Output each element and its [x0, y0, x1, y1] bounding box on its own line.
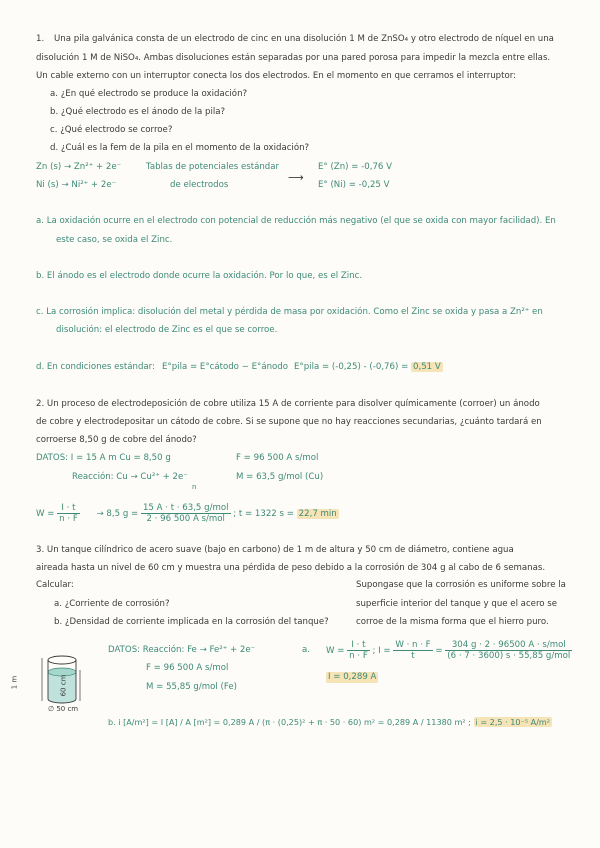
p1-intro-3: Un cable externo con un interruptor conecta los dos electrodos. En el momento en que cerramos el interruptor:	[36, 71, 517, 81]
p2-w-num: I · t	[57, 503, 80, 514]
p3-b-text: b. i [A/m²] = I [A] / A [m²] = 0,289 A / (π · (0,25)² + π · 50 · 60) m² = 0,289 A / 11380 m² ;	[108, 717, 471, 727]
p3-dim-diam: ∅ 50 cm	[48, 705, 79, 713]
p3-dim-level: 60 cm	[59, 674, 68, 697]
p2-w-t: ; t = 1322 s =	[233, 509, 294, 519]
p3-a-den: n · F	[349, 651, 368, 661]
p3-dim-height: 1 m	[10, 675, 19, 690]
p1-reaction-zn: Zn (s) → Zn²⁺ + 2e⁻	[36, 162, 122, 172]
p1-number: 1.	[36, 34, 45, 44]
p3-b-line	[108, 717, 552, 728]
p2-w-fraction2	[141, 503, 231, 524]
p2-w-num2: 15 A · t · 63,5 g/mol	[142, 503, 229, 513]
p2-reaction	[72, 472, 188, 483]
p2-w-fraction	[57, 503, 80, 524]
p1-answer-c-2: disolución: el electrodo de Zinc es el que se corroe.	[56, 325, 278, 335]
p1-potential-zn: E° (Zn) = -0,76 V	[318, 162, 393, 172]
p3-a-label: a.	[302, 645, 310, 655]
p2-reaction-n: n	[192, 483, 197, 491]
p2-w-lhs: W =	[36, 509, 55, 519]
p1-answer-d-calc-text: E°pila = (-0,25) - (-0,76) =	[294, 362, 409, 372]
p1-arrow: ⟶	[288, 171, 304, 184]
p1-answer-c-1: c. La corrosión implica: disolución del metal y pérdida de masa por oxidación. Como el Zinc se oxida y pasa a Zn²⁺ en	[36, 307, 543, 317]
p3-intro-2: aireada hasta un nivel de 60 cm y muestra una pérdida de peso debido a la corrosión de 304 g al cabo de 6 semanas.	[36, 563, 546, 573]
p3-question-b: b. ¿Densidad de corriente implicada en la corrosión del tanque?	[54, 617, 329, 627]
p1-answer-a-2: este caso, se oxida el Zinc.	[56, 235, 173, 245]
p2-w-result: 22,7 min	[298, 509, 337, 519]
p2-intro-3: corroerse 8,50 g de cobre del ánodo?	[36, 435, 197, 445]
p3-faraday: F = 96 500 A s/mol	[146, 663, 229, 673]
p1-reaction-ni: Ni (s) → Ni²⁺ + 2e⁻	[36, 180, 117, 190]
p3-a-num2: W · n · F	[395, 640, 431, 650]
p3-a-fraction3	[445, 640, 572, 661]
p1-question-a: a. ¿En qué electrodo se produce la oxidación?	[50, 89, 248, 99]
p1-answer-a-1: a. La oxidación ocurre en el electrodo con potencial de reducción más negativo (el que se oxida con mayor facilidad). En	[36, 216, 556, 226]
p1-table-label-1: Tablas de potenciales estándar	[146, 162, 280, 172]
p1-answer-b: b. El ánodo es el electrodo donde ocurre la oxidación. Por lo que, es el Zinc.	[36, 271, 363, 281]
p3-intro-1: 3. Un tanque cilíndrico de acero suave (bajo en carbono) de 1 m de altura y 50 cm de diámetro, contiene agua	[36, 545, 514, 555]
p1-question-b: b. ¿Qué electrodo es el ánodo de la pila?	[50, 107, 226, 117]
p3-a-equation	[326, 640, 572, 661]
p2-intro-2: de cobre y electrodepositar un cátodo de cobre. Si se supone que no hay reacciones secundarias, ¿cuánto tardará en	[36, 417, 542, 427]
p3-datos: DATOS: Reacción: Fe → Fe²⁺ + 2e⁻	[108, 645, 256, 655]
p1-answer-d-label: d. En condiciones estándar:	[36, 362, 155, 372]
p2-w-mid: → 8,5 g =	[96, 509, 139, 519]
p2-intro-1: 2. Un proceso de electrodeposición de cobre utiliza 15 A de corriente para disolver químicamente (corroer) un ánodo	[36, 399, 540, 409]
p3-suppose-1: Supongase que la corrosión es uniforme sobre la	[356, 580, 566, 590]
p3-a-den3: (6 · 7 · 3600) s · 55,85 g/mol	[447, 651, 571, 661]
p3-suppose-2: superficie interior del tanque y que el acero se	[356, 599, 558, 609]
p1-question-c: c. ¿Qué electrodo se corroe?	[50, 125, 173, 135]
tank-top	[48, 656, 76, 664]
p3-b-result: i = 2,5 · 10⁻⁵ A/m²	[475, 717, 551, 727]
p1-answer-d-formula: E°pila = E°cátodo − E°ánodo	[162, 362, 289, 372]
p1-potential-ni: E° (Ni) = -0,25 V	[318, 180, 390, 190]
p3-a-eq: =	[435, 646, 443, 656]
p3-mass: M = 55,85 g/mol (Fe)	[146, 682, 237, 692]
p3-a-num: I · t	[347, 640, 370, 651]
p1-intro-2: disolución 1 M de NiSO₄. Ambas disoluciones están separadas por una pared porosa para impedir la mezcla entre ellas.	[36, 53, 551, 63]
p3-a-den2: t	[411, 651, 415, 661]
p2-reaction-text: Reacción: Cu → Cu²⁺ + 2e⁻	[72, 472, 188, 482]
p2-mass: M = 63,5 g/mol (Cu)	[236, 472, 324, 482]
p1-table-label-2: de electrodos	[170, 180, 229, 190]
p3-a-w: W =	[326, 646, 345, 656]
p1-answer-d-calc	[294, 362, 443, 373]
p2-w-den: n · F	[59, 514, 78, 524]
p3-question-a: a. ¿Corriente de corrosión?	[54, 599, 170, 609]
p1-intro-1: Una pila galvánica consta de un electrodo de cinc en una disolución 1 M de ZnSO₄ y otro electrodo de níquel en una	[54, 34, 554, 44]
p2-w-den2: 2 · 96 500 A s/mol	[146, 514, 225, 524]
p1-question-d: d. ¿Cuál es la fem de la pila en el momento de la oxidación?	[50, 143, 310, 153]
p2-faraday: F = 96 500 A s/mol	[236, 453, 319, 463]
tank-bottom	[48, 699, 76, 703]
p3-suppose-3: corroe de la misma forma que el hierro puro.	[356, 617, 549, 627]
p1-answer-d-result: 0,51 V	[413, 362, 441, 372]
p3-a-num3: 304 g · 2 · 96500 A · s/mol	[445, 640, 572, 651]
p3-a-fraction2	[393, 640, 432, 661]
p3-a-result: I = 0,289 A	[328, 672, 377, 682]
p3-a-fraction	[347, 640, 370, 661]
p3-calcular: Calcular:	[36, 580, 74, 590]
p3-a-i: ; I =	[372, 646, 391, 656]
p2-datos: DATOS: I = 15 A m Cu = 8,50 g	[36, 453, 171, 463]
p2-equation	[36, 503, 339, 524]
